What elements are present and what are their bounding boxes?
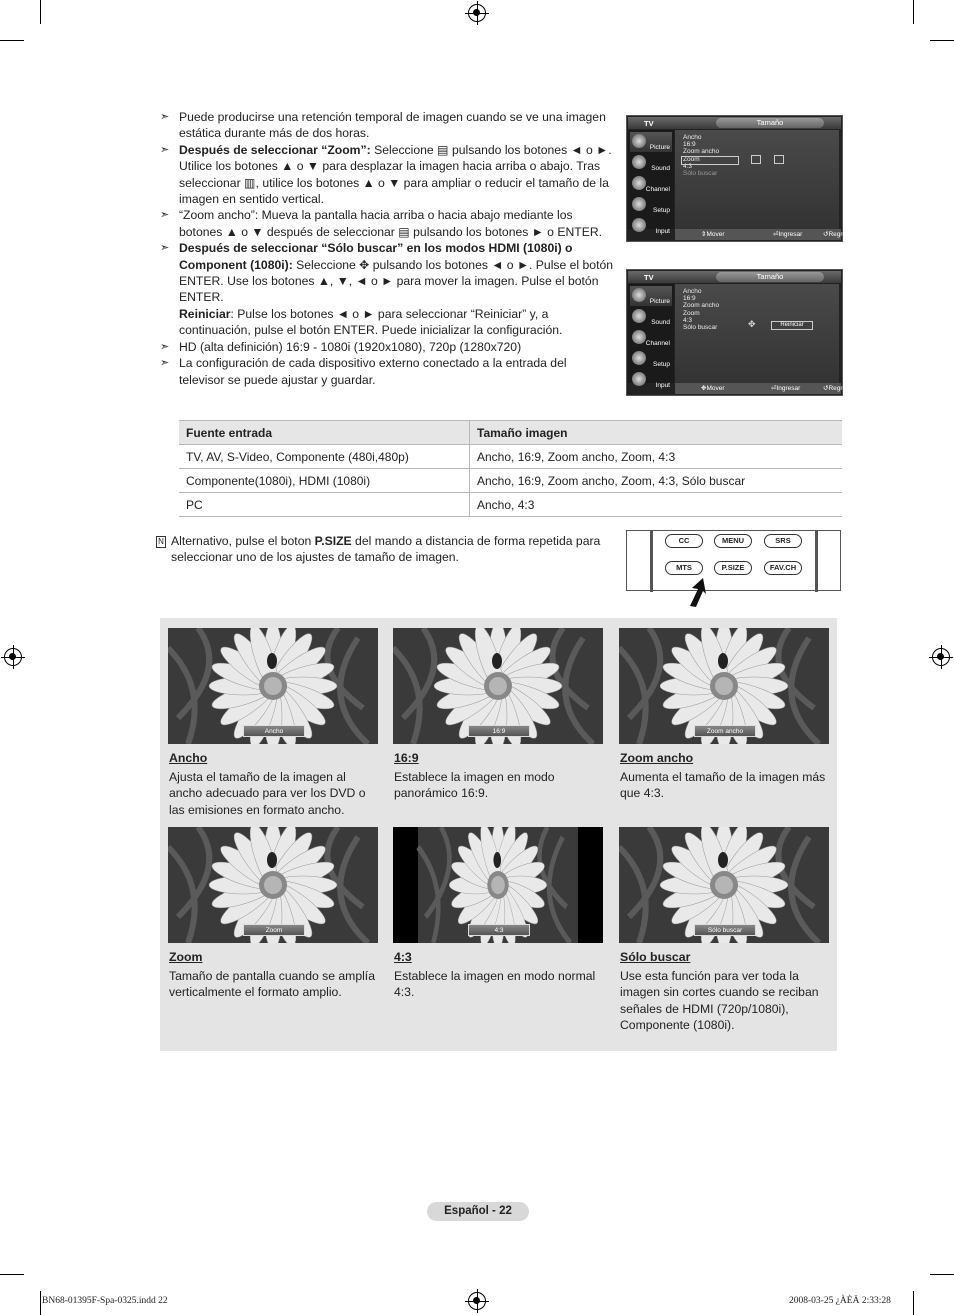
mode-title: Zoom [169,950,203,964]
mts-button[interactable]: MTS [665,561,703,575]
registration-mark-icon [4,648,22,666]
reset-button[interactable]: Reiniciar [771,321,813,330]
remote-illustration [626,530,841,591]
move-hint: ⇕ Mover [701,231,725,238]
osd-caption: Zoom ancho [694,725,756,737]
registration-mark-icon [932,648,950,666]
sidebar-item-input[interactable]: Input [630,370,672,390]
table-cell: Componente(1080i), HDMI (1080i) [179,469,470,493]
instructions [160,109,615,388]
mode-title: 16:9 [394,751,419,765]
table-row [179,445,842,469]
selected-option-highlight [681,156,739,165]
size-options[interactable]: Ancho 16:9 Zoom ancho Zoom 4:3 Sólo buscar [683,288,720,332]
picture-icon [632,288,646,302]
bullet: ➣ La configuración de cada dispositivo externo conectado a la entrada del televisor se puede ajustar y guardar. [160,356,567,387]
mode-description: Use esta función para ver toda la imagen sin cortes cuando se reciban señales de HDMI (720p/1080i), Componente (1080i). [620,969,819,1033]
mode-description: Aumenta el tamaño de la imagen más que 4:3. [620,770,826,801]
table-row [179,493,842,517]
mode-title: Zoom ancho [620,751,694,765]
mode-description: Establece la imagen en modo panorámico 16:9. [394,770,555,801]
input-icon [632,372,646,386]
move-hint: ✥ Mover [701,385,725,392]
tv-menu-screenshot [626,115,856,242]
crop-mark [930,40,954,41]
crop-mark [40,0,41,24]
crop-mark [913,1291,914,1315]
size-options[interactable]: Ancho 16:9 Zoom ancho Zoom 4:3 Sólo buscar [683,134,720,178]
table-cell: PC [179,493,470,517]
pointer-arrow-icon [690,578,706,608]
osd-caption: Zoom [243,924,305,936]
date-slug: 2008-03-25 ¿ÀÈÄ 2:33:28 [789,1296,891,1306]
mode-description: Tamaño de pantalla cuando se amplía verticalmente el formato amplio. [169,969,375,1000]
enter-hint: ⏎ Ingresar [773,231,803,238]
menu-title: Tamaño [716,118,824,128]
setup-icon [632,197,646,211]
osd-caption: 16:9 [468,725,530,737]
bullet: ➣ “Zoom ancho”: Mueva la pantalla hacia arriba o hacia abajo mediante los botones ▲ o ▼ después de seleccionar ▤ pulsando los botones ► o ENTER. [160,208,603,239]
sidebar-item-channel[interactable]: Channel [630,328,672,348]
sidebar-item-picture[interactable]: Picture [630,132,672,152]
crop-mark [930,1274,954,1275]
crop-mark [913,0,914,24]
sidebar-item-sound[interactable]: Sound [630,307,672,327]
note-icon: N [156,536,166,548]
sound-icon [632,155,646,169]
column-header: Fuente entrada [179,421,470,445]
mode-description: Establece la imagen en modo normal 4:3. [394,969,596,1000]
tv-menu-screenshot [626,269,856,396]
mode-title: Ancho [169,751,208,765]
mode-title: Sólo buscar [620,950,691,964]
crop-mark [0,40,24,41]
osd-caption: Sólo buscar [694,924,756,936]
bullet-continuation: Reiniciar: Pulse los botones ◄ o ► para seleccionar “Reiniciar” y, a continuación, pulse el botón ENTER. Puede inicializar la configuración. [179,306,563,338]
table-cell: TV, AV, S-Video, Componente (480i,480p) [179,445,470,469]
menu-tv-label: TV [644,273,654,282]
sound-icon [632,309,646,323]
mode-description: Ajusta el tamaño de la imagen al ancho adecuado para ver los DVD o las emisiones en formato ancho. [169,770,366,817]
sidebar-item-setup[interactable]: Setup [630,349,672,369]
crop-mark [0,1274,24,1275]
channel-icon [632,330,646,344]
input-icon [632,218,646,232]
menu-title: Tamaño [716,272,824,282]
table-cell: Ancho, 4:3 [470,493,843,517]
registration-mark-icon [468,4,486,22]
sidebar-item-input[interactable]: Input [630,216,672,236]
favch-button[interactable]: FAV.CH [764,561,802,575]
osd-caption: 4:3 [468,924,530,936]
file-slug: BN68-01395F-Spa-0325.indd 22 [42,1296,168,1306]
bullet: ➣ Puede producirse una retención temporal de imagen cuando se ve una imagen estática durante más de dos horas. [160,110,606,141]
move-picture-icon[interactable]: ✥ [748,319,756,329]
sidebar-item-setup[interactable]: Setup [630,195,672,215]
setup-icon [632,351,646,365]
sidebar-item-picture[interactable]: Picture [630,286,672,306]
return-hint: ↺ Regresar [823,385,856,392]
table-row [179,469,842,493]
menu-button[interactable]: MENU [714,534,752,548]
bullet: ➣ HD (alta definición) 16:9 - 1080i (1920x1080), 720p (1280x720) [160,339,522,354]
table-header-row [179,421,842,445]
srs-button[interactable]: SRS [764,534,802,548]
crop-mark [40,1291,41,1315]
column-header: Tamaño imagen [470,421,843,445]
bullet: ➣ Después de seleccionar “Zoom”: Seleccione ▤ pulsando los botones ◄ o ►. Utilice los botones ▲ o ▼ para desplazar la imagen hacia arriba o abajo. Tras seleccionar ▥, utilice los botones ▲ o ▼ para ampliar o reducir el tamaño de la imagen en sentido vertical. [160,142,612,207]
mode-title: 4:3 [394,950,412,964]
page-number: Español - 22 [427,1202,529,1221]
enter-hint: ⏎ Ingresar [771,385,801,392]
channel-icon [632,176,646,190]
sidebar-item-channel[interactable]: Channel [630,174,672,194]
input-size-table [179,420,842,517]
return-hint: ↺ Regresar [823,231,856,238]
bullet: ➣ Después de seleccionar “Sólo buscar” en los modos HDMI (1080i) o Component (1080i): Seleccione ✥ pulsando los botones ◄ o ►. Pulse el botón ENTER. Use los botones ▲, ▼, ◄ o ► para mover la imagen. Pulse el botón ENTER. [160,241,614,305]
table-cell: Ancho, 16:9, Zoom ancho, Zoom, 4:3 [470,445,843,469]
psize-button[interactable]: P.SIZE [714,561,752,575]
table-cell: Ancho, 16:9, Zoom ancho, Zoom, 4:3, Sólo buscar [470,469,843,493]
note: N Alternativo, pulse el boton P.SIZE del mando a distancia de forma repetida para seleccionar uno de los ajustes de tamaño de imagen. [156,534,616,565]
sidebar-item-sound[interactable]: Sound [630,153,672,173]
osd-caption: Ancho [243,725,305,737]
cc-button[interactable]: CC [665,534,703,548]
menu-tv-label: TV [644,119,654,128]
picture-icon [632,134,646,148]
zoom-position-icon[interactable] [751,155,761,164]
zoom-size-icon[interactable] [774,155,784,164]
registration-mark-icon [468,1292,486,1310]
